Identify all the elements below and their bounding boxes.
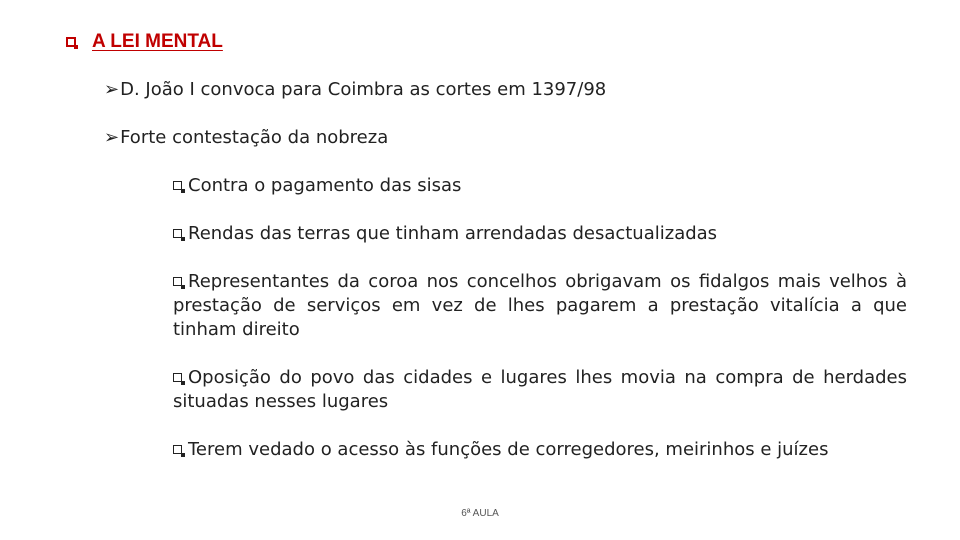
square-bullet-icon [173,277,182,286]
square-bullet-icon [173,373,182,382]
sub-point [173,222,907,246]
arrow-point [104,79,606,101]
arrow-bullet-icon: ➢ [104,79,120,100]
slide-title: A LEI MENTAL [92,31,223,52]
square-bullet-icon [173,445,182,454]
square-bullet-icon [173,229,182,238]
sub-point [173,438,907,462]
slide-title-row [66,30,223,54]
sub-point-text: Oposição do povo das cidades e lugares lhes movia na compra de herdades situadas nesses lugares [173,367,907,412]
arrow-bullet-icon: ➢ [104,127,120,148]
sub-point-text: Rendas das terras que tinham arrendadas desactualizadas [188,223,718,244]
sub-point-text: Terem vedado o acesso às funções de corregedores, meirinhos e juízes [188,439,829,460]
arrow-point-text: Forte contestação da nobreza [120,127,389,148]
sub-point [173,366,907,414]
sub-point-text: Contra o pagamento das sisas [188,175,462,196]
arrow-point-text: D. João I convoca para Coimbra as cortes em 1397/98 [120,79,607,100]
sub-point [173,270,907,342]
arrow-point [104,127,388,149]
square-bullet-icon [66,37,76,47]
sub-point [173,174,907,198]
sub-point-text: Representantes da coroa nos concelhos obrigavam os fidalgos mais velhos à prestação de serviços em vez de lhes pagarem a prestação vitalícia a que tinham direito [173,271,907,340]
slide-footer: 6ª AULA [461,508,499,519]
square-bullet-icon [173,181,182,190]
